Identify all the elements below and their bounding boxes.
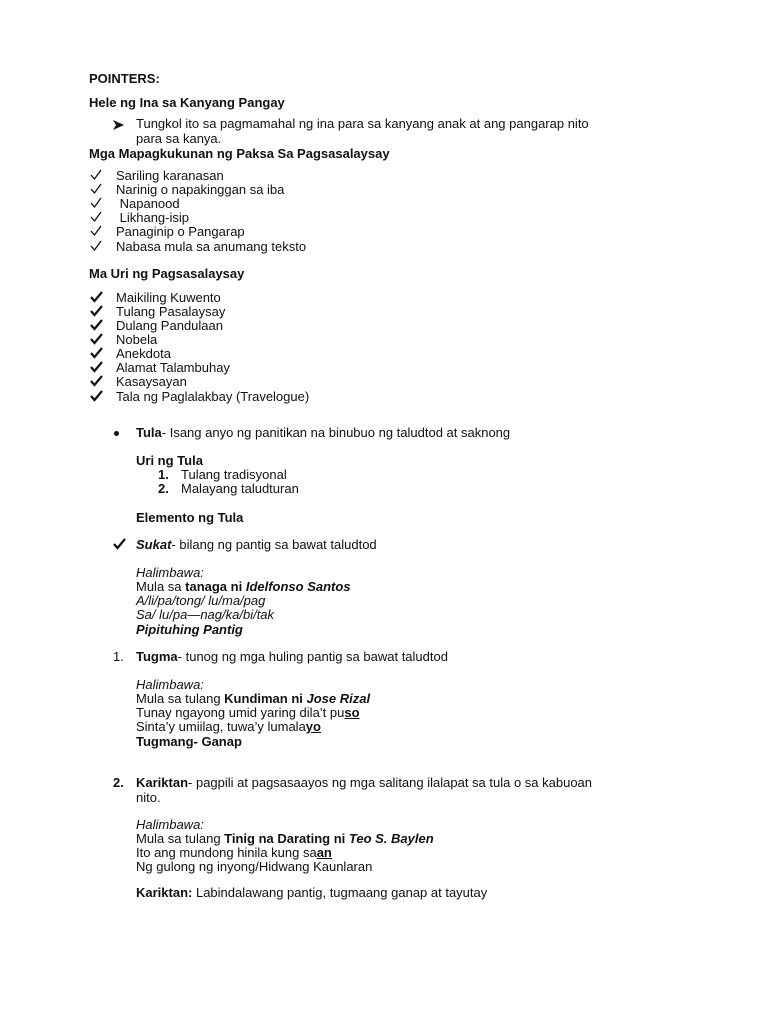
checkmark-bold-icon — [90, 319, 103, 331]
tugma-source — [136, 692, 370, 706]
list-item-label: Alamat Talambuhay — [116, 360, 230, 375]
list-item-label: Nobela — [116, 332, 158, 347]
source-author: Teo S. Baylen — [348, 831, 434, 846]
tugma-conclusion: Tugmang- Ganap — [136, 734, 242, 749]
checkmark-icon — [90, 225, 102, 237]
halimbawa-label: Halimbawa: — [136, 817, 204, 832]
poem-line-text: Tunay ngayong umid yaring dila’t pu — [136, 705, 345, 720]
list-item-label: Dulang Pandulaan — [116, 318, 223, 333]
poem-line — [136, 720, 321, 734]
checkmark-icon — [90, 240, 102, 252]
list-number: 2. — [113, 775, 124, 790]
tugma-definition-text: - tunog ng mga huling pantig sa bawat taludtod — [177, 649, 448, 664]
list-item-label: Tulang Pasalaysay — [116, 304, 226, 319]
checkmark-icon — [90, 183, 102, 195]
kariktan-term: Kariktan — [136, 775, 189, 790]
source-title: Kundiman ni — [224, 691, 307, 706]
poem-line — [136, 706, 360, 720]
list-item-label: Narinig o napakinggan sa iba — [116, 182, 285, 197]
list-item-label: Tulang tradisyonal — [181, 467, 287, 482]
sukat-term: Sukat — [136, 537, 172, 552]
sukat-definition-text: - bilang ng pantig sa bawat taludtod — [171, 537, 377, 552]
section-title-mapagkukunan: Mga Mapagkukunan ng Paksa Sa Pagsasalaysay — [89, 146, 390, 161]
poem-line — [136, 846, 332, 860]
uri-ng-tula-title: Uri ng Tula — [136, 453, 203, 468]
kariktan-definition-text: - pagpili at pagsasaayos ng mga salitang ilalapat sa tula o sa kabuoan — [188, 775, 593, 790]
list-item-label: Panaginip o Pangarap — [116, 224, 245, 239]
pointers-label: POINTERS: — [89, 71, 160, 86]
checkmark-bold-icon — [90, 390, 103, 402]
tugma-definition — [136, 650, 448, 664]
section1-description-line1: Tungkol ito sa pagmamahal ng ina para sa kanyang anak at ang pangarap nito — [136, 116, 589, 131]
list-item-label: Napanood — [116, 196, 180, 211]
checkmark-bold-icon — [90, 347, 103, 359]
list-number: 1. — [113, 649, 124, 664]
checkmark-icon — [90, 211, 102, 223]
poem-line: Ng gulong ng inyong/Hidwang Kaunlaran — [136, 859, 373, 874]
tula-definition — [136, 426, 510, 440]
checkmark-icon — [90, 169, 102, 181]
list-item-label: Malayang taludturan — [181, 481, 299, 496]
poem-line: A/li/pa/tong/ lu/ma/pag — [136, 593, 266, 608]
tula-definition-text: - Isang anyo ng panitikan na binubuo ng taludtod at saknong — [161, 425, 511, 440]
source-prefix: Mula sa tulang — [136, 831, 225, 846]
source-author: Idelfonso Santos — [245, 579, 351, 594]
poem-line: Sa/ lu/pa—nag/ka/bi/tak — [136, 607, 275, 622]
list-item-label: Sariling karanasan — [116, 168, 224, 183]
poem-line-text: Sinta’y umiilag, tuwa’y lumala — [136, 719, 306, 734]
rhyme-syllable: yo — [305, 719, 321, 734]
halimbawa-label: Halimbawa: — [136, 565, 204, 580]
list-item-label: Kasaysayan — [116, 374, 187, 389]
section1-description-line2: para sa kanya. — [136, 131, 222, 146]
checkmark-bold-icon — [90, 375, 103, 387]
checkmark-icon — [90, 197, 102, 209]
checkmark-bold-icon — [113, 538, 126, 550]
kariktan-source — [136, 832, 434, 846]
checkmark-bold-icon — [90, 291, 103, 303]
rhyme-syllable: an — [316, 845, 332, 860]
sukat-conclusion: Pipituhing Pantig — [136, 622, 243, 637]
kariktan-definition — [136, 776, 592, 790]
source-title: tanaga ni — [185, 579, 246, 594]
tula-term: Tula — [136, 425, 162, 440]
checkmark-bold-icon — [90, 333, 103, 345]
checkmark-bold-icon — [90, 305, 103, 317]
summary-text: Labindalawang pantig, tugmaang ganap at tayutay — [192, 885, 488, 900]
source-author: Jose Rizal — [306, 691, 371, 706]
list-number: 2. — [158, 481, 169, 496]
list-item-label: Likhang-isip — [116, 210, 189, 225]
section-title-uri-pagsasalaysay: Ma Uri ng Pagsasalaysay — [89, 266, 245, 281]
list-item-label: Nabasa mula sa anumang teksto — [116, 239, 307, 254]
sukat-definition — [136, 538, 377, 552]
list-item-label: Anekdota — [116, 346, 171, 361]
source-title: Tinig na Darating ni — [224, 831, 349, 846]
summary-label: Kariktan: — [136, 885, 193, 900]
kariktan-definition-line2: nito. — [136, 790, 161, 805]
source-prefix: Mula sa — [136, 579, 186, 594]
elemento-ng-tula-title: Elemento ng Tula — [136, 510, 244, 525]
arrow-bullet-icon — [112, 119, 125, 131]
bullet-dot-icon — [114, 431, 119, 436]
kariktan-summary — [136, 886, 487, 900]
tugma-term: Tugma — [136, 649, 178, 664]
list-item-label: Tala ng Paglalakbay (Travelogue) — [116, 389, 310, 404]
rhyme-syllable: so — [344, 705, 360, 720]
poem-line-text: Ito ang mundong hinila kung sa — [136, 845, 317, 860]
section-title-hele: Hele ng Ina sa Kanyang Pangay — [89, 95, 285, 110]
list-number: 1. — [158, 467, 169, 482]
checkmark-bold-icon — [90, 361, 103, 373]
halimbawa-label: Halimbawa: — [136, 677, 204, 692]
source-prefix: Mula sa tulang — [136, 691, 225, 706]
sukat-source — [136, 580, 351, 594]
list-item-label: Maikiling Kuwento — [116, 290, 221, 305]
